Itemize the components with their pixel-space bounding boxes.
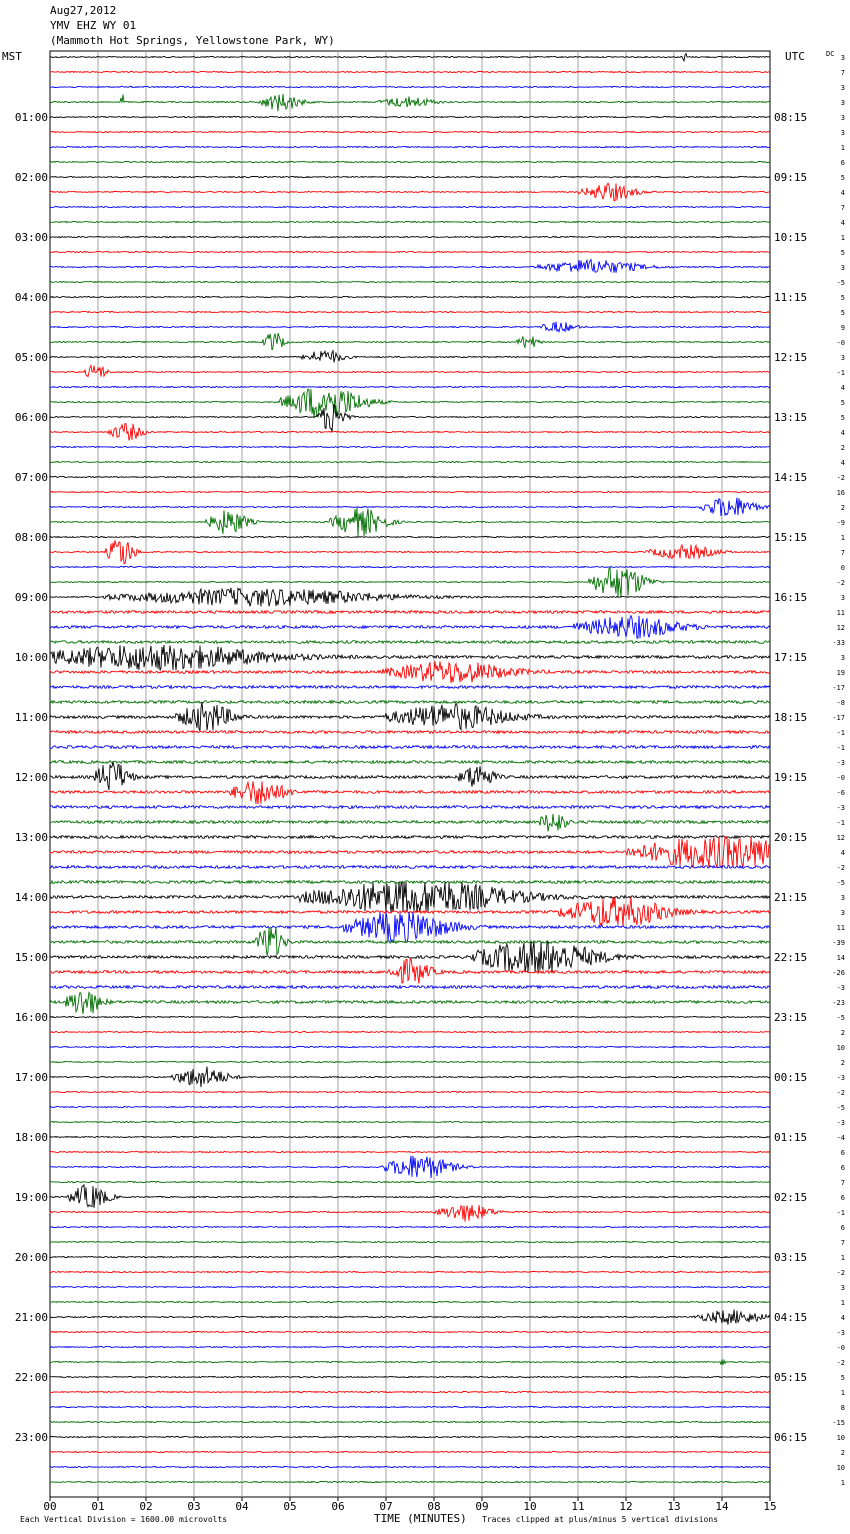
trace-line bbox=[50, 1346, 770, 1347]
mst-hour-label: 21:00 bbox=[14, 1311, 48, 1324]
dc-offset-label: -26 bbox=[832, 969, 845, 977]
dc-offset-label: 5 bbox=[840, 294, 845, 302]
x-tick-label: 03 bbox=[187, 1500, 201, 1513]
trace-line bbox=[50, 567, 770, 597]
trace-line bbox=[50, 446, 770, 447]
mst-hour-label: 08:00 bbox=[14, 531, 48, 544]
dc-offset-label: -3 bbox=[836, 804, 845, 812]
trace-line bbox=[50, 161, 770, 162]
x-tick-label: 07 bbox=[379, 1500, 393, 1513]
trace-line bbox=[50, 1331, 770, 1332]
trace-line bbox=[50, 389, 770, 417]
trace-line bbox=[50, 641, 770, 644]
utc-hour-label: 04:15 bbox=[774, 1311, 808, 1324]
dc-offset-label: 5 bbox=[840, 249, 845, 257]
mst-hour-label: 13:00 bbox=[14, 831, 48, 844]
trace-line bbox=[50, 762, 770, 790]
trace-line bbox=[50, 588, 770, 607]
x-tick-label: 15 bbox=[763, 1500, 777, 1513]
trace-line bbox=[50, 54, 770, 61]
trace-line bbox=[50, 616, 770, 639]
dc-offset-label: -8 bbox=[836, 699, 845, 707]
utc-hour-label: 11:15 bbox=[774, 291, 808, 304]
mst-hour-label: 16:00 bbox=[14, 1011, 48, 1024]
trace-line bbox=[50, 131, 770, 132]
x-tick-label: 11 bbox=[571, 1500, 585, 1513]
mst-hour-label: 10:00 bbox=[14, 651, 48, 664]
trace-line bbox=[50, 1061, 770, 1062]
dc-offset-label: 5 bbox=[840, 309, 845, 317]
x-tick-label: 13 bbox=[667, 1500, 681, 1513]
dc-offset-label: 5 bbox=[840, 1374, 845, 1382]
x-tick-label: 10 bbox=[523, 1500, 537, 1513]
trace-line bbox=[50, 1286, 770, 1287]
trace-line bbox=[50, 1181, 770, 1182]
dc-offset-label: -9 bbox=[836, 519, 845, 527]
dc-offset-label: 4 bbox=[840, 384, 845, 392]
x-tick-label: 01 bbox=[91, 1500, 105, 1513]
trace-line bbox=[50, 1106, 770, 1107]
dc-offset-label: 16 bbox=[836, 489, 845, 497]
trace-line bbox=[50, 311, 770, 312]
trace-line bbox=[50, 1151, 770, 1152]
utc-hour-label: 13:15 bbox=[774, 411, 808, 424]
trace-line bbox=[50, 296, 770, 297]
x-tick-label: 12 bbox=[619, 1500, 633, 1513]
dc-offset-label: 3 bbox=[840, 54, 845, 62]
dc-offset-label: 4 bbox=[840, 459, 845, 467]
mst-hour-label: 14:00 bbox=[14, 891, 48, 904]
dc-offset-label: -6 bbox=[836, 789, 845, 797]
trace-line bbox=[50, 836, 770, 839]
dc-offset-label: 1 bbox=[840, 1479, 845, 1487]
clip-note: Traces clipped at plus/minus 5 vertical divisions bbox=[482, 1515, 719, 1524]
date-label: Aug27,2012 bbox=[50, 4, 117, 17]
utc-hour-label: 03:15 bbox=[774, 1251, 808, 1264]
trace-line bbox=[50, 1271, 770, 1272]
trace-line bbox=[50, 814, 770, 832]
dc-offset-label: -39 bbox=[832, 939, 845, 947]
dc-offset-label: -5 bbox=[836, 1014, 845, 1022]
mst-hour-label: 18:00 bbox=[14, 1131, 48, 1144]
trace-line bbox=[50, 746, 770, 749]
dc-label: DC bbox=[826, 50, 835, 58]
trace-line bbox=[50, 1376, 770, 1377]
trace-line bbox=[50, 958, 770, 983]
dc-offset-label: 3 bbox=[840, 264, 845, 272]
dc-offset-label: 6 bbox=[840, 1164, 845, 1172]
trace-line bbox=[50, 1451, 770, 1452]
utc-hour-label: 01:15 bbox=[774, 1131, 808, 1144]
dc-offset-label: 3 bbox=[840, 99, 845, 107]
dc-offset-label: 10 bbox=[836, 1464, 845, 1472]
trace-line bbox=[50, 1156, 770, 1178]
mst-hour-label: 22:00 bbox=[14, 1371, 48, 1384]
trace-line bbox=[50, 206, 770, 207]
mst-hour-label: 02:00 bbox=[14, 171, 48, 184]
mst-hour-label: 20:00 bbox=[14, 1251, 48, 1264]
x-tick-label: 06 bbox=[331, 1500, 345, 1513]
trace-line bbox=[50, 993, 770, 1015]
dc-offset-label: 7 bbox=[840, 1239, 845, 1247]
trace-line bbox=[50, 1067, 770, 1088]
dc-offset-label: 3 bbox=[840, 84, 845, 92]
dc-offset-label: 6 bbox=[840, 1224, 845, 1232]
utc-hour-label: 06:15 bbox=[774, 1431, 808, 1444]
dc-offset-label: 3 bbox=[840, 654, 845, 662]
dc-offset-label: -23 bbox=[832, 999, 845, 1007]
dc-offset-label: 7 bbox=[840, 549, 845, 557]
dc-offset-label: 3 bbox=[840, 114, 845, 122]
utc-hour-label: 14:15 bbox=[774, 471, 808, 484]
plot-grid bbox=[50, 51, 770, 1497]
trace-line bbox=[50, 927, 770, 955]
dc-offset-label: 12 bbox=[836, 624, 845, 632]
x-tick-label: 02 bbox=[139, 1500, 153, 1513]
trace-line bbox=[50, 1121, 770, 1122]
utc-hour-label: 18:15 bbox=[774, 711, 808, 724]
dc-offset-label: -2 bbox=[836, 864, 845, 872]
dc-offset-label: -2 bbox=[836, 1269, 845, 1277]
dc-offset-label: -15 bbox=[832, 1419, 845, 1427]
dc-offset-label: 3 bbox=[840, 594, 845, 602]
trace-line bbox=[50, 333, 770, 350]
trace-line bbox=[50, 866, 770, 869]
dc-offset-label: 4 bbox=[840, 849, 845, 857]
dc-offset-label: 11 bbox=[836, 924, 845, 932]
dc-offset-label: 7 bbox=[840, 204, 845, 212]
dc-offset-label: 7 bbox=[840, 69, 845, 77]
dc-offset-label: -1 bbox=[836, 369, 845, 377]
dc-offset-label: 0 bbox=[840, 564, 845, 572]
trace-line bbox=[50, 424, 770, 441]
dc-offset-label: -1 bbox=[836, 744, 845, 752]
dc-offset-label: -0 bbox=[836, 339, 845, 347]
trace-line bbox=[50, 781, 770, 804]
trace-line bbox=[50, 176, 770, 177]
trace-line bbox=[50, 1421, 770, 1422]
trace-line bbox=[50, 761, 770, 764]
utc-hour-label: 22:15 bbox=[774, 951, 808, 964]
trace-line bbox=[50, 1185, 770, 1208]
dc-offset-label: 2 bbox=[840, 1449, 845, 1457]
mst-hour-label: 11:00 bbox=[14, 711, 48, 724]
x-tick-label: 08 bbox=[427, 1500, 441, 1513]
trace-line bbox=[50, 491, 770, 492]
utc-hour-label: 09:15 bbox=[774, 171, 808, 184]
dc-offset-label: 2 bbox=[840, 1029, 845, 1037]
trace-line bbox=[50, 837, 770, 867]
trace-line bbox=[50, 1310, 770, 1325]
trace-line bbox=[50, 912, 770, 942]
dc-offset-label: 8 bbox=[840, 1404, 845, 1412]
trace-line bbox=[50, 645, 770, 671]
trace-line bbox=[50, 236, 770, 237]
dc-offset-label: -1 bbox=[836, 729, 845, 737]
utc-hour-label: 08:15 bbox=[774, 111, 808, 124]
dc-offset-label: -5 bbox=[836, 879, 845, 887]
trace-line bbox=[50, 806, 770, 809]
dc-offset-label: 6 bbox=[840, 1194, 845, 1202]
trace-line bbox=[50, 1256, 770, 1257]
dc-offset-label: 1 bbox=[840, 534, 845, 542]
x-tick-label: 14 bbox=[715, 1500, 729, 1513]
dc-offset-label: 2 bbox=[840, 444, 845, 452]
trace-line bbox=[50, 1016, 770, 1017]
dc-offset-label: -1 bbox=[836, 819, 845, 827]
dc-offset-label: -5 bbox=[836, 1104, 845, 1112]
utc-hour-label: 19:15 bbox=[774, 771, 808, 784]
dc-offset-label: 5 bbox=[840, 399, 845, 407]
utc-hour-label: 23:15 bbox=[774, 1011, 808, 1024]
plot-frame bbox=[50, 51, 770, 1497]
dc-offset-label: 1 bbox=[840, 1299, 845, 1307]
x-tick-label: 05 bbox=[283, 1500, 297, 1513]
mst-hour-label: 09:00 bbox=[14, 591, 48, 604]
dc-offset-label: -0 bbox=[836, 1344, 845, 1352]
scale-note: Each Vertical Division = 1600.00 microvolts bbox=[20, 1515, 228, 1524]
dc-offset-label: 6 bbox=[840, 159, 845, 167]
trace-line bbox=[50, 71, 770, 72]
trace-line bbox=[50, 251, 770, 252]
dc-offset-label: 19 bbox=[836, 669, 845, 677]
mst-hour-label: 07:00 bbox=[14, 471, 48, 484]
mst-hour-label: 06:00 bbox=[14, 411, 48, 424]
dc-offset-label: 4 bbox=[840, 429, 845, 437]
dc-offset-label: -0 bbox=[836, 774, 845, 782]
dc-offset-label: 10 bbox=[836, 1044, 845, 1052]
trace-line bbox=[50, 686, 770, 689]
trace-line bbox=[50, 1406, 770, 1407]
mst-hour-label: 12:00 bbox=[14, 771, 48, 784]
utc-hour-label: 20:15 bbox=[774, 831, 808, 844]
trace-line bbox=[50, 1031, 770, 1032]
dc-offset-label: 11 bbox=[836, 609, 845, 617]
trace-line bbox=[50, 1481, 770, 1482]
trace-line bbox=[50, 461, 770, 462]
dc-offset-label: 2 bbox=[840, 1059, 845, 1067]
dc-offset-label: 3 bbox=[840, 354, 845, 362]
utc-hour-label: 17:15 bbox=[774, 651, 808, 664]
trace-line bbox=[50, 146, 770, 147]
dc-offset-label: 1 bbox=[840, 144, 845, 152]
trace-line bbox=[50, 116, 770, 117]
trace-line bbox=[50, 183, 770, 201]
dc-offset-label: -3 bbox=[836, 984, 845, 992]
trace-line bbox=[50, 260, 770, 273]
axis-labels bbox=[15, 54, 845, 1513]
trace-line bbox=[50, 1391, 770, 1392]
dc-offset-label: -17 bbox=[832, 714, 845, 722]
trace-line bbox=[50, 386, 770, 387]
x-axis-title: TIME (MINUTES) bbox=[374, 1512, 467, 1525]
dc-offset-label: 7 bbox=[840, 1179, 845, 1187]
trace-line bbox=[50, 536, 770, 537]
dc-offset-label: -2 bbox=[836, 579, 845, 587]
dc-offset-label: 1 bbox=[840, 1254, 845, 1262]
dc-offset-label: 3 bbox=[840, 894, 845, 902]
dc-offset-label: -3 bbox=[836, 1119, 845, 1127]
trace-line bbox=[50, 476, 770, 477]
dc-offset-label: 12 bbox=[836, 834, 845, 842]
mst-hour-label: 05:00 bbox=[14, 351, 48, 364]
trace-line bbox=[50, 702, 770, 731]
dc-offset-label: 6 bbox=[840, 1149, 845, 1157]
dc-offset-label: 5 bbox=[840, 414, 845, 422]
trace-line bbox=[50, 881, 770, 884]
trace-line bbox=[50, 351, 770, 363]
location-label: (Mammoth Hot Springs, Yellowstone Park, WY) bbox=[50, 34, 335, 47]
dc-offset-label: -5 bbox=[836, 279, 845, 287]
mst-hour-label: 01:00 bbox=[14, 111, 48, 124]
trace-line bbox=[50, 1359, 770, 1364]
utc-hour-label: 15:15 bbox=[774, 531, 808, 544]
trace-line bbox=[50, 986, 770, 989]
trace-line bbox=[50, 1046, 770, 1047]
trace-line bbox=[50, 1205, 770, 1222]
utc-hour-label: 21:15 bbox=[774, 891, 808, 904]
trace-line bbox=[50, 566, 770, 567]
trace-line bbox=[50, 507, 770, 536]
trace-line bbox=[50, 1466, 770, 1467]
dc-offset-label: 14 bbox=[836, 954, 845, 962]
dc-offset-label: 10 bbox=[836, 1434, 845, 1442]
dc-offset-label: -3 bbox=[836, 1074, 845, 1082]
trace-line bbox=[50, 322, 770, 332]
dc-offset-label: -17 bbox=[832, 684, 845, 692]
dc-offset-label: 2 bbox=[840, 504, 845, 512]
dc-offset-label: -2 bbox=[836, 1089, 845, 1097]
seismic-traces bbox=[50, 54, 770, 1483]
mst-label: MST bbox=[2, 50, 22, 63]
trace-line bbox=[50, 1301, 770, 1302]
dc-offset-label: 1 bbox=[840, 1389, 845, 1397]
dc-offset-label: -1 bbox=[836, 1209, 845, 1217]
utc-label: UTC bbox=[785, 50, 805, 63]
utc-hour-label: 12:15 bbox=[774, 351, 808, 364]
trace-line bbox=[50, 86, 770, 87]
dc-offset-label: 4 bbox=[840, 219, 845, 227]
utc-hour-label: 00:15 bbox=[774, 1071, 808, 1084]
trace-line bbox=[50, 897, 770, 927]
trace-line bbox=[50, 498, 770, 517]
mst-hour-label: 03:00 bbox=[14, 231, 48, 244]
dc-offset-label: -33 bbox=[832, 639, 845, 647]
mst-hour-label: 04:00 bbox=[14, 291, 48, 304]
trace-line bbox=[50, 701, 770, 704]
dc-offset-label: -2 bbox=[836, 1359, 845, 1367]
trace-line bbox=[50, 365, 770, 376]
trace-line bbox=[50, 94, 770, 111]
trace-line bbox=[50, 1136, 770, 1137]
x-tick-label: 09 bbox=[475, 1500, 489, 1513]
trace-line bbox=[50, 1226, 770, 1227]
trace-line bbox=[50, 281, 770, 282]
utc-hour-label: 02:15 bbox=[774, 1191, 808, 1204]
trace-line bbox=[50, 405, 770, 432]
dc-offset-label: 3 bbox=[840, 1284, 845, 1292]
trace-line bbox=[50, 611, 770, 614]
mst-hour-label: 15:00 bbox=[14, 951, 48, 964]
dc-offset-label: 3 bbox=[840, 129, 845, 137]
dc-offset-label: 5 bbox=[840, 174, 845, 182]
trace-line bbox=[50, 1241, 770, 1242]
utc-hour-label: 05:15 bbox=[774, 1371, 808, 1384]
dc-offset-label: 4 bbox=[840, 189, 845, 197]
dc-offset-label: 3 bbox=[840, 909, 845, 917]
dc-offset-label: -3 bbox=[836, 1329, 845, 1337]
trace-line bbox=[50, 1436, 770, 1437]
dc-offset-label: -2 bbox=[836, 474, 845, 482]
dc-offset-label: -4 bbox=[836, 1134, 845, 1142]
dc-offset-label: 4 bbox=[840, 1314, 845, 1322]
trace-line bbox=[50, 731, 770, 734]
dc-offset-label: 9 bbox=[840, 324, 845, 332]
trace-line bbox=[50, 221, 770, 222]
trace-line bbox=[50, 1091, 770, 1092]
trace-line bbox=[50, 540, 770, 563]
mst-hour-label: 17:00 bbox=[14, 1071, 48, 1084]
x-tick-label: 04 bbox=[235, 1500, 249, 1513]
mst-hour-label: 23:00 bbox=[14, 1431, 48, 1444]
mst-hour-label: 19:00 bbox=[14, 1191, 48, 1204]
dc-offset-label: -3 bbox=[836, 759, 845, 767]
station-label: YMV EHZ WY 01 bbox=[50, 19, 137, 32]
utc-hour-label: 10:15 bbox=[774, 231, 808, 244]
dc-offset-label: 1 bbox=[840, 234, 845, 242]
utc-hour-label: 16:15 bbox=[774, 591, 808, 604]
x-tick-label: 00 bbox=[43, 1500, 57, 1513]
